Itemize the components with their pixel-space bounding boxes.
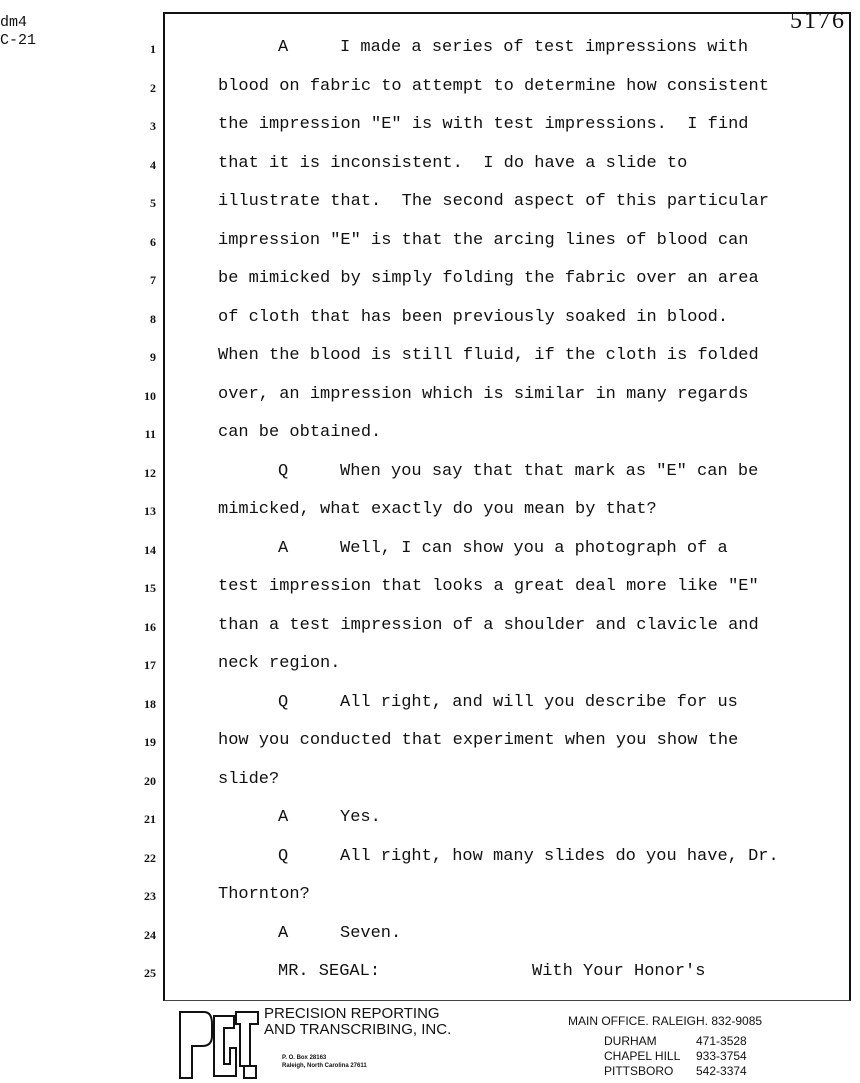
line-number: 9 (150, 350, 156, 364)
office-number: 471-3528 (696, 1034, 747, 1048)
line-number: 10 (144, 388, 156, 403)
transcript-line: Well, I can show you a photograph of a (340, 538, 728, 558)
line-number: 22 (144, 850, 156, 865)
corner-label: dm4 (0, 14, 28, 31)
office-city: PITTSBORO (604, 1064, 674, 1078)
transcript-line: blood on fabric to attempt to determine how consistent (218, 76, 769, 96)
transcript-line: of cloth that has been previously soaked in blood. (218, 307, 729, 327)
line-number: 4 (150, 157, 156, 172)
office-city: CHAPEL HILL (604, 1049, 681, 1063)
transcript-line: than a test impression of a shoulder and clavicle and (218, 615, 759, 635)
transcript-line: that it is inconsistent. I do have a slide to (218, 153, 688, 173)
line-number: 1 (150, 42, 156, 56)
transcript-line: can be obtained. (218, 423, 382, 442)
line-number: 17 (144, 658, 156, 672)
transcript-line: over, an impression which is similar in many regards (218, 384, 749, 404)
line-number: 24 (144, 927, 156, 942)
company-logo (178, 1008, 260, 1080)
corner-label: C-21 (0, 32, 37, 49)
transcript-line: be mimicked by simply folding the fabric over an area (218, 269, 759, 288)
transcript-line: Yes. (340, 808, 381, 827)
transcript-line: neck region. (218, 654, 341, 673)
office-city: DURHAM (604, 1034, 657, 1048)
speaker-label: Q (278, 461, 289, 481)
speaker-label: Q (278, 692, 289, 712)
transcript-line: All right, how many slides do you have, Dr. (340, 846, 779, 866)
address-line: Raleigh, North Carolina 27611 (282, 1063, 367, 1069)
line-number: 7 (150, 273, 156, 287)
transcript-line: test impression that looks a great deal more like "E" (218, 577, 759, 596)
office-phone (604, 1064, 747, 1078)
speaker-label: A (278, 808, 289, 827)
company-line: PRECISION REPORTING (264, 1005, 440, 1022)
line-number: 19 (144, 735, 156, 749)
line-number: 23 (144, 889, 156, 903)
line-number: 11 (144, 427, 156, 441)
speaker-label: A (278, 923, 289, 943)
transcript-line: I made a series of test impressions with (340, 38, 749, 57)
main-office: MAIN OFFICE. RALEIGH. 832-9085 (568, 1014, 763, 1028)
transcript-line: slide? (218, 769, 280, 789)
transcript-line: Thornton? (218, 885, 310, 904)
transcript-line: All right, and will you describe for us (340, 692, 738, 712)
line-number: 6 (150, 234, 156, 249)
line-number: 15 (144, 581, 156, 595)
line-number: 21 (144, 812, 156, 826)
office-phone (604, 1034, 747, 1048)
line-number: 14 (144, 542, 156, 557)
line-number: 18 (144, 696, 156, 711)
speaker-label: Q (278, 846, 289, 866)
transcript-line: Seven. (340, 923, 402, 943)
company-line: AND TRANSCRIBING, INC. (264, 1021, 452, 1038)
line-number: 8 (150, 311, 156, 326)
line-number: 5 (150, 196, 156, 210)
company-name (264, 1006, 451, 1038)
transcript-line: When you say that that mark as "E" can be (340, 461, 759, 481)
speaker-label: A (278, 538, 289, 558)
footer (172, 1004, 852, 1082)
page-number: 5176 (790, 8, 846, 34)
line-number: 2 (150, 80, 156, 95)
speaker-label: MR. SEGAL: (278, 962, 381, 981)
line-number: 16 (144, 619, 156, 634)
transcript-line: With Your Honor's (532, 962, 706, 981)
transcript-line: When the blood is still fluid, if the cloth is folded (218, 346, 759, 365)
office-number: 542-3374 (696, 1064, 747, 1078)
line-number: 12 (144, 465, 156, 480)
transcript-line: mimicked, what exactly do you mean by that? (218, 500, 657, 519)
transcript-line: the impression "E" is with test impressions. I find (218, 115, 749, 134)
office-number: 933-3754 (696, 1049, 747, 1063)
corner-labels (0, 14, 36, 50)
transcript-line: impression "E" is that the arcing lines of blood can (218, 230, 749, 250)
transcript-line: how you conducted that experiment when you show the (218, 731, 739, 750)
speaker-label: A (278, 38, 289, 57)
address-line: P. O. Box 28163 (282, 1055, 327, 1061)
line-number: 3 (150, 119, 156, 133)
line-number: 13 (144, 504, 156, 518)
transcript-line: illustrate that. The second aspect of this particular (218, 192, 769, 211)
line-number: 20 (144, 773, 156, 788)
office-phone (604, 1049, 747, 1063)
line-number: 25 (144, 966, 156, 980)
company-address (282, 1054, 367, 1070)
